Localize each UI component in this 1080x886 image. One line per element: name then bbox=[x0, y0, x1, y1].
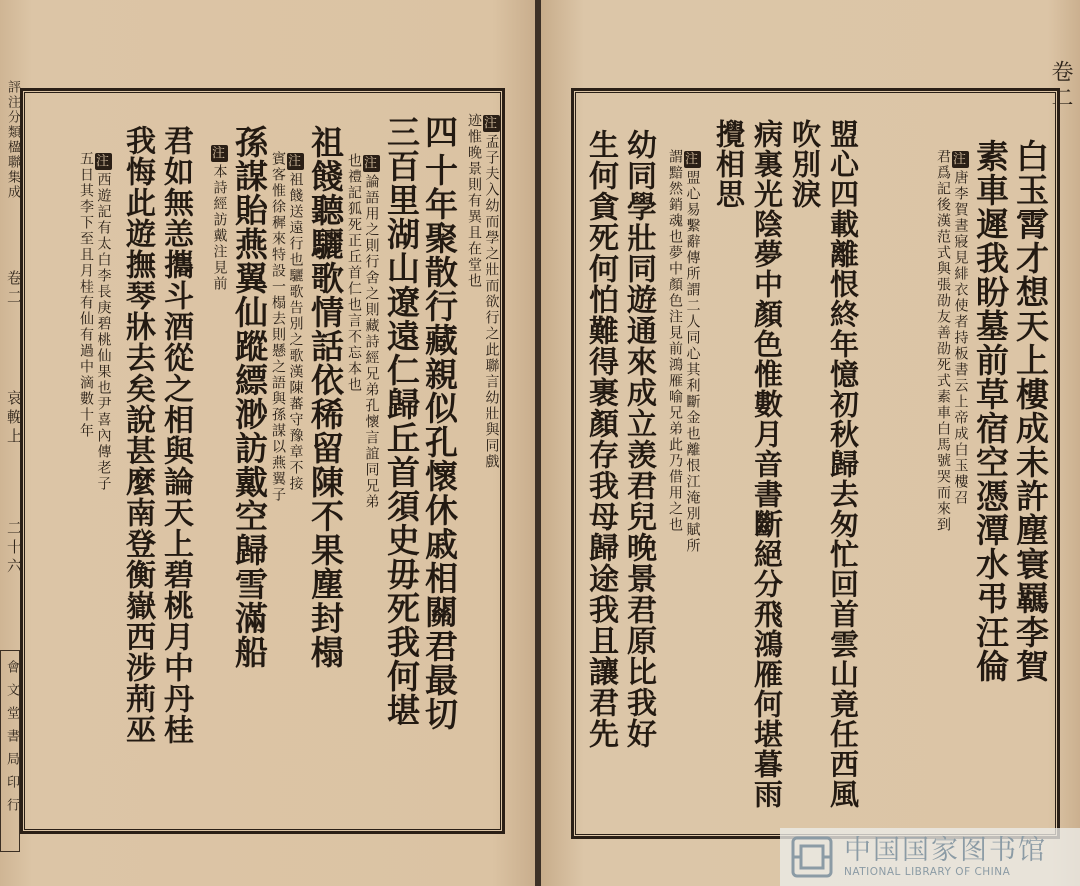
left-col-5: 孫謀貽燕翼仙蹤縹渺訪戴空歸雪滿船 bbox=[230, 125, 269, 669]
annotation-mark: 注 bbox=[287, 154, 303, 169]
left-col-2: 十年聚散行藏親似孔懷休戚相關君最切 bbox=[420, 153, 459, 731]
left-col-3: 三百里湖山遼遠仁歸丘首須史毋死我何堪 bbox=[382, 115, 421, 727]
right-page bbox=[541, 0, 1080, 886]
annotation-text: 西遊記有太白李長庚碧桃仙果也尹喜內傳老子 bbox=[95, 172, 112, 492]
annotation-text: 也禮記狐死正丘首仁也言不忘本也 bbox=[345, 153, 362, 393]
right-text-frame bbox=[571, 88, 1060, 839]
annotation-mark: 注 bbox=[952, 152, 968, 167]
annotation-text: 本詩經訪戴注見前 bbox=[211, 164, 228, 292]
right-col-7: 幼同學壯同遊通來成立羡君兒晚景君原比我好 bbox=[621, 129, 656, 749]
left-col-6: 君如無恙攜斗酒從之相與論天上碧桃月中丹桂 bbox=[158, 125, 193, 745]
left-page bbox=[0, 0, 535, 886]
annotation-text: 五日其李下至且月桂有仙有過中滴數十年 bbox=[77, 151, 94, 439]
annotation-text: 孟子夫入幼而學之壯而欲行之此聯言幼壯與同戲 bbox=[483, 134, 500, 470]
left-margin-subsection: 哀輓上 bbox=[5, 390, 23, 447]
annotation-mark: 注 bbox=[684, 152, 700, 167]
annotation-mark: 注 bbox=[363, 156, 379, 171]
left-margin-folio: 二十六 bbox=[5, 520, 23, 577]
annotation-text: 盟心易繫辭傳所謂二人同心其利斷金也離恨江淹別賦所 bbox=[684, 170, 701, 554]
right-col-3: 盟心四載離恨終年憶初秋歸去匆忙回首雲山竟任西風 bbox=[826, 119, 860, 809]
right-col-8: 生何貪死何怕難得裹顏存我母歸途我且讓君先 bbox=[583, 129, 618, 749]
right-col-4: 吹別淚 bbox=[788, 119, 822, 209]
watermark-chinese: 中国国家图书馆 bbox=[844, 835, 1047, 867]
annotation-text: 賓客惟徐穉來特設一榻去則懸之語與孫謀以燕翼子 bbox=[269, 151, 286, 503]
left-col-4: 祖餞聽驪歌情話依稀留陳不果塵封榻 bbox=[306, 125, 345, 669]
left-col-7: 我悔此遊撫琴牀去矣說甚麼南登衡嶽西涉荊巫 bbox=[120, 125, 155, 745]
right-note-2 bbox=[668, 149, 701, 554]
left-margin-title: 評注分類楹聯集成 bbox=[5, 80, 20, 200]
left-col-1: 四 bbox=[420, 115, 459, 149]
right-col-1: 白玉霄才想天上樓成未許塵寰羈李賀 bbox=[1011, 139, 1050, 683]
left-note-4 bbox=[209, 143, 228, 292]
left-margin-section: 卷二 bbox=[5, 270, 23, 308]
annotation-mark: 注 bbox=[211, 146, 227, 161]
annotation-text: 唐李賀晝寢見緋衣使者持板書云上帝成白玉樓召 bbox=[952, 170, 969, 506]
left-text-frame bbox=[20, 88, 505, 834]
left-note-2 bbox=[347, 153, 380, 510]
annotation-text: 祖餞送遠行也驪歌告別之歌漢陳蕃守豫章不接 bbox=[287, 172, 304, 492]
left-note-3 bbox=[271, 151, 304, 503]
library-logo-icon bbox=[790, 835, 834, 879]
annotation-text: 君爲記後漢范式與張劭友善劭死式素車白馬號哭而來到 bbox=[934, 149, 951, 533]
annotation-text: 論語用之則行舍之則藏詩經兄弟孔懷言誼同兄弟 bbox=[363, 174, 380, 510]
annotation-mark: 注 bbox=[95, 154, 111, 169]
library-watermark bbox=[780, 828, 1080, 886]
watermark-english: NATIONAL LIBRARY OF CHINA bbox=[844, 865, 1011, 878]
left-margin-publisher: 會文堂書局印行 bbox=[4, 660, 19, 821]
right-col-5: 病裏光陰夢中顏色惟數月音書斷絕分飛鴻雁何堪暮雨 bbox=[750, 119, 784, 809]
left-note-5 bbox=[79, 151, 112, 492]
right-col-2: 素車遲我盼墓前草宿空憑潭水弔汪倫 bbox=[971, 139, 1010, 683]
right-note-1 bbox=[936, 149, 969, 533]
annotation-text: 迹惟晚景則有異且在堂也 bbox=[465, 113, 482, 289]
annotation-text: 謂黯然銷魂也夢中顏色注見前鴻雁喻兄弟此乃借用之也 bbox=[666, 149, 683, 533]
right-margin-title: 卷二 bbox=[1048, 60, 1073, 112]
right-col-6: 攪相思 bbox=[712, 119, 746, 209]
left-note-1 bbox=[467, 113, 500, 470]
annotation-mark: 注 bbox=[483, 116, 499, 131]
